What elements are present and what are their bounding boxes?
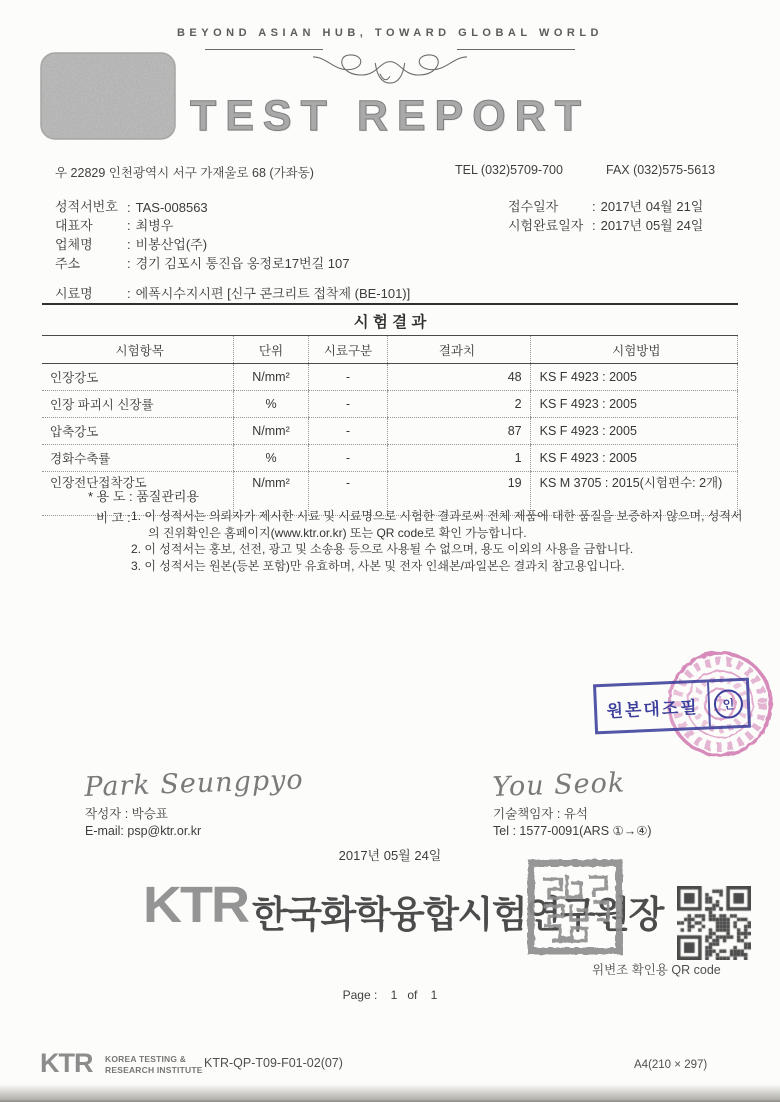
manager-signature: You Seok (491, 767, 626, 803)
report-title: TEST REPORT (189, 92, 591, 140)
table-row (42, 445, 738, 472)
result-value: 2 (388, 391, 530, 418)
test-method: KS M 3705 : 2015(시험편수: 2개) (530, 472, 737, 516)
writer-signature: Park Seungpyo (83, 764, 305, 803)
col-test-item: 시험항목 (42, 336, 234, 364)
company-label: 업체명 (55, 237, 93, 252)
footer-doc-code: KTR-QP-T09-F01-02(07) (204, 1056, 343, 1070)
section-divider-rule (42, 303, 738, 305)
results-heading: 시 험 결 과 (353, 314, 427, 331)
received-date-value: 2017년 04월 21일 (600, 199, 704, 214)
col-method: 시험방법 (530, 336, 737, 364)
col-result: 결과치 (388, 336, 530, 364)
col-sample-class: 시료구분 (308, 336, 388, 364)
table-row (42, 418, 738, 445)
completed-date-row: 시험완료일자 : 2017년 05월 24일 (508, 215, 703, 234)
stamp-divider (707, 682, 711, 726)
result-value: 48 (388, 364, 530, 391)
completed-date-label: 시험완료일자 (508, 218, 584, 233)
result-value: 19 (388, 472, 530, 516)
ktr-logo: KTR (143, 876, 248, 934)
sample-class: - (308, 391, 388, 418)
sample-name-label: 시료명 (55, 286, 93, 301)
sample-class: - (308, 364, 388, 391)
unit: % (234, 445, 308, 472)
writer-email: E-mail: psp@ktr.or.kr (85, 823, 202, 838)
institute-fax: FAX (032)575-5613 (606, 163, 716, 177)
institute-tel: TEL (032)5709-700 (455, 163, 563, 177)
completed-date-value: 2017년 05월 24일 (600, 218, 704, 233)
company-address-row: 주소 : 경기 김포시 통진읍 옹정로17번길 107 (55, 253, 349, 272)
footer-org-line2: RESEARCH INSTITUTE (105, 1065, 203, 1075)
unit: % (234, 391, 308, 418)
test-item: 인장전단접착강도 (42, 472, 234, 516)
test-method: KS F 4923 : 2005 (530, 418, 737, 445)
footer-org-line1: KOREA TESTING & (105, 1054, 187, 1064)
writer-details (85, 806, 201, 839)
test-item: 인장 파괴시 신장률 (42, 391, 234, 418)
flourish-line-right (457, 49, 575, 50)
table-row (42, 391, 738, 418)
institute-president-title: 한국화학융합시험연구원장 (252, 894, 663, 935)
sample-class: - (308, 445, 388, 472)
sample-class: - (308, 472, 388, 516)
president-square-seal (526, 858, 624, 961)
manager-details (493, 806, 652, 839)
test-item: 경화수축률 (42, 445, 234, 472)
flourish-ornament (205, 45, 575, 97)
result-value: 1 (388, 445, 530, 472)
remark-item: 1. 이 성적서는 의뢰자가 제시한 시료 및 시료명으로 시험한 결과로써 전체 제품에 대한 품질을 보증하지 않으며, 성적서의 진위확인은 홈페이지(www.ktr.or.kr) 또는 QR code로 확인 가능합니다. (131, 509, 743, 540)
writer-name: 작성자 : 박승표 (85, 807, 168, 821)
footer-paper-size: A4(210 × 297) (634, 1059, 708, 1071)
company-value: 비봉산업(주) (135, 237, 208, 252)
issue-date: 2017년 05월 24일 (338, 848, 442, 863)
ceo-label: 대표자 (55, 218, 93, 233)
qr-caption: 위변조 확인용 QR code (592, 963, 721, 977)
remarks-label: 비 고 : (96, 511, 131, 525)
col-unit: 단위 (234, 336, 308, 364)
manager-tel: Tel : 1577-0091(ARS ①→④) (493, 823, 652, 838)
original-check-text: 원본대조필 (606, 697, 700, 721)
sample-class: - (308, 418, 388, 445)
company-motto: BEYOND ASIAN HUB, TOWARD GLOBAL WORLD (176, 27, 603, 39)
usage-note: * 용 도 : 품질관리용 (88, 489, 200, 504)
company-row: 업체명 : 비봉산업(주) (55, 234, 207, 253)
institute-address: 우 22829 인천광역시 서구 가재울로 68 (가좌동) (55, 166, 314, 180)
remark-item: 2. 이 성적서는 홍보, 선전, 광고 및 소송용 등으로 사용될 수 없으며, 용도 이외의 사용을 금합니다. (131, 542, 634, 556)
footer-ktr-logo: KTR (40, 1048, 93, 1078)
unit: N/mm² (234, 364, 308, 391)
result-value: 87 (388, 418, 530, 445)
seal-circle: 인 (713, 688, 743, 718)
sample-name-value: 에폭시수지시편 [신구 콘크리트 접착제 (BE-101)] (135, 286, 411, 301)
scan-edge-shadow (0, 1084, 780, 1102)
sample-name-row: 시료명 : 에폭시수지시편 [신구 콘크리트 접착제 (BE-101)] (55, 283, 410, 302)
report-no-label: 성적서번호 (55, 199, 118, 214)
ceo-row: 대표자 : 최병우 (55, 215, 173, 234)
test-method: KS F 4923 : 2005 (530, 445, 737, 472)
report-no-row: 성적서번호 : TAS-008563 (55, 196, 208, 215)
remarks-list (131, 508, 743, 574)
table-row (42, 364, 738, 391)
test-item: 인장강도 (42, 364, 234, 391)
remark-item: 3. 이 성적서는 원본(등본 포함)만 유효하며, 사본 및 전자 인쇄본/파일본은 결과치 참고용입니다. (131, 558, 625, 573)
company-address-label: 주소 (55, 256, 81, 271)
unit: N/mm² (234, 472, 308, 516)
manager-name: 기술책임자 : 유석 (493, 807, 588, 821)
results-header-row (42, 336, 738, 364)
verification-qr-code (677, 886, 751, 960)
company-address-value: 경기 김포시 통진읍 옹정로17번길 107 (135, 256, 350, 271)
page-indicator: Page : 1 of 1 (342, 988, 438, 1002)
unit: N/mm² (234, 418, 308, 445)
test-method: KS F 4923 : 2005 (530, 391, 737, 418)
test-item: 압축강도 (42, 418, 234, 445)
flourish-line-left (205, 49, 323, 50)
original-check-stamp (593, 678, 751, 735)
ceo-value: 최병우 (135, 218, 174, 233)
received-date-row: 접수일자 : 2017년 04월 21일 (508, 196, 703, 215)
test-method: KS F 4923 : 2005 (530, 364, 737, 391)
flourish-swirl-icon (313, 45, 467, 97)
footer-org-name (105, 1054, 203, 1076)
report-no-value: TAS-008563 (135, 200, 208, 215)
received-date-label: 접수일자 (508, 199, 559, 214)
